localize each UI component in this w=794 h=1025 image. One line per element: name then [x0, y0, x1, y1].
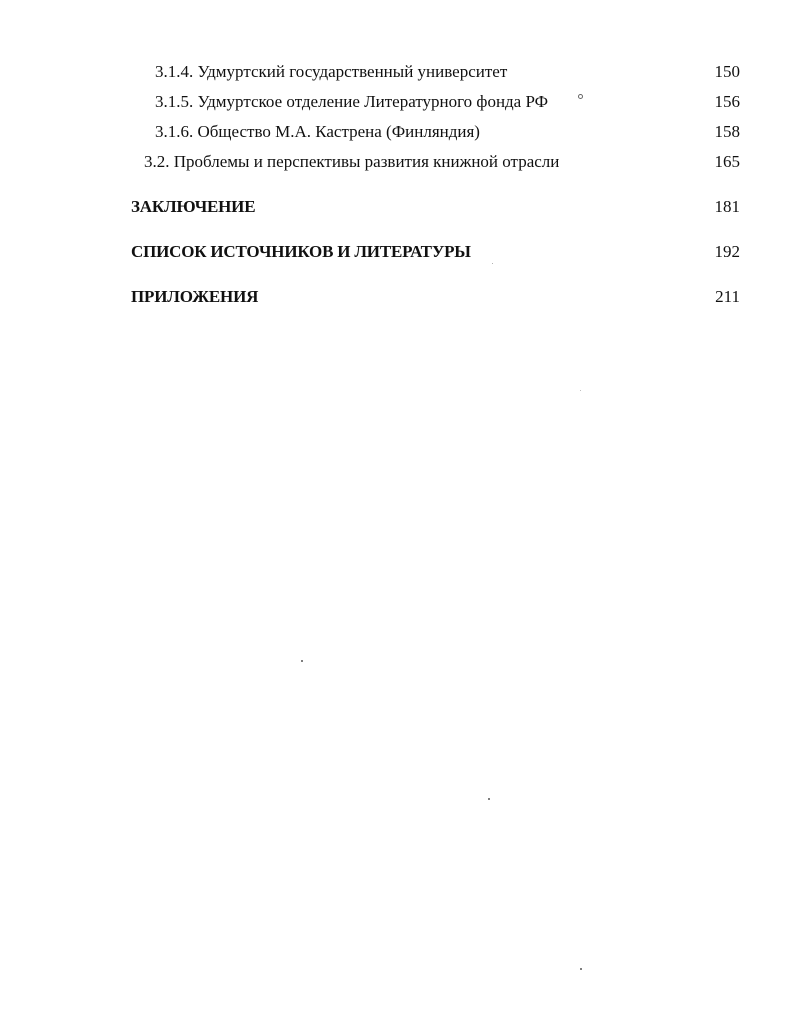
toc-entry-3-1-5	[155, 90, 740, 114]
toc-entry-page-number: 158	[714, 122, 740, 141]
toc-entry-3-1-4	[155, 60, 740, 84]
toc-entry-3-1-6	[155, 120, 740, 144]
toc-entry-references	[131, 240, 740, 264]
toc-entry-label: 3.1.5. Удмуртское отделение Литературного фонда РФ	[155, 92, 549, 111]
toc-entry-label: 3.1.4. Удмуртский государственный университет	[155, 62, 508, 81]
toc-entry-page-number: 156	[714, 92, 740, 111]
toc-entry-conclusion	[131, 195, 740, 219]
scan-speck	[580, 968, 582, 970]
scan-speck	[580, 390, 581, 391]
toc-entry-page-number: 165	[714, 152, 740, 171]
toc-entry-label: ЗАКЛЮЧЕНИЕ	[131, 197, 256, 216]
toc-entry-label: СПИСОК ИСТОЧНИКОВ И ЛИТЕРАТУРЫ	[131, 242, 471, 261]
scan-speck	[492, 263, 493, 264]
scan-speck	[578, 94, 583, 99]
toc-entry-page-number: 181	[714, 197, 740, 216]
toc-entry-appendices	[131, 285, 740, 309]
toc-entry-page-number: 192	[714, 242, 740, 261]
scan-speck	[488, 798, 490, 800]
toc-entry-page-number: 211	[715, 287, 740, 306]
toc-entry-label: ПРИЛОЖЕНИЯ	[131, 287, 259, 306]
scan-speck	[301, 660, 303, 662]
toc-entry-label: 3.2. Проблемы и перспективы развития книжной отрасли	[144, 152, 560, 171]
toc-entry-3-2	[144, 150, 740, 174]
toc-entry-label: 3.1.6. Общество М.А. Кастрена (Финляндия)	[155, 122, 480, 141]
toc-entry-page-number: 150	[714, 62, 740, 81]
